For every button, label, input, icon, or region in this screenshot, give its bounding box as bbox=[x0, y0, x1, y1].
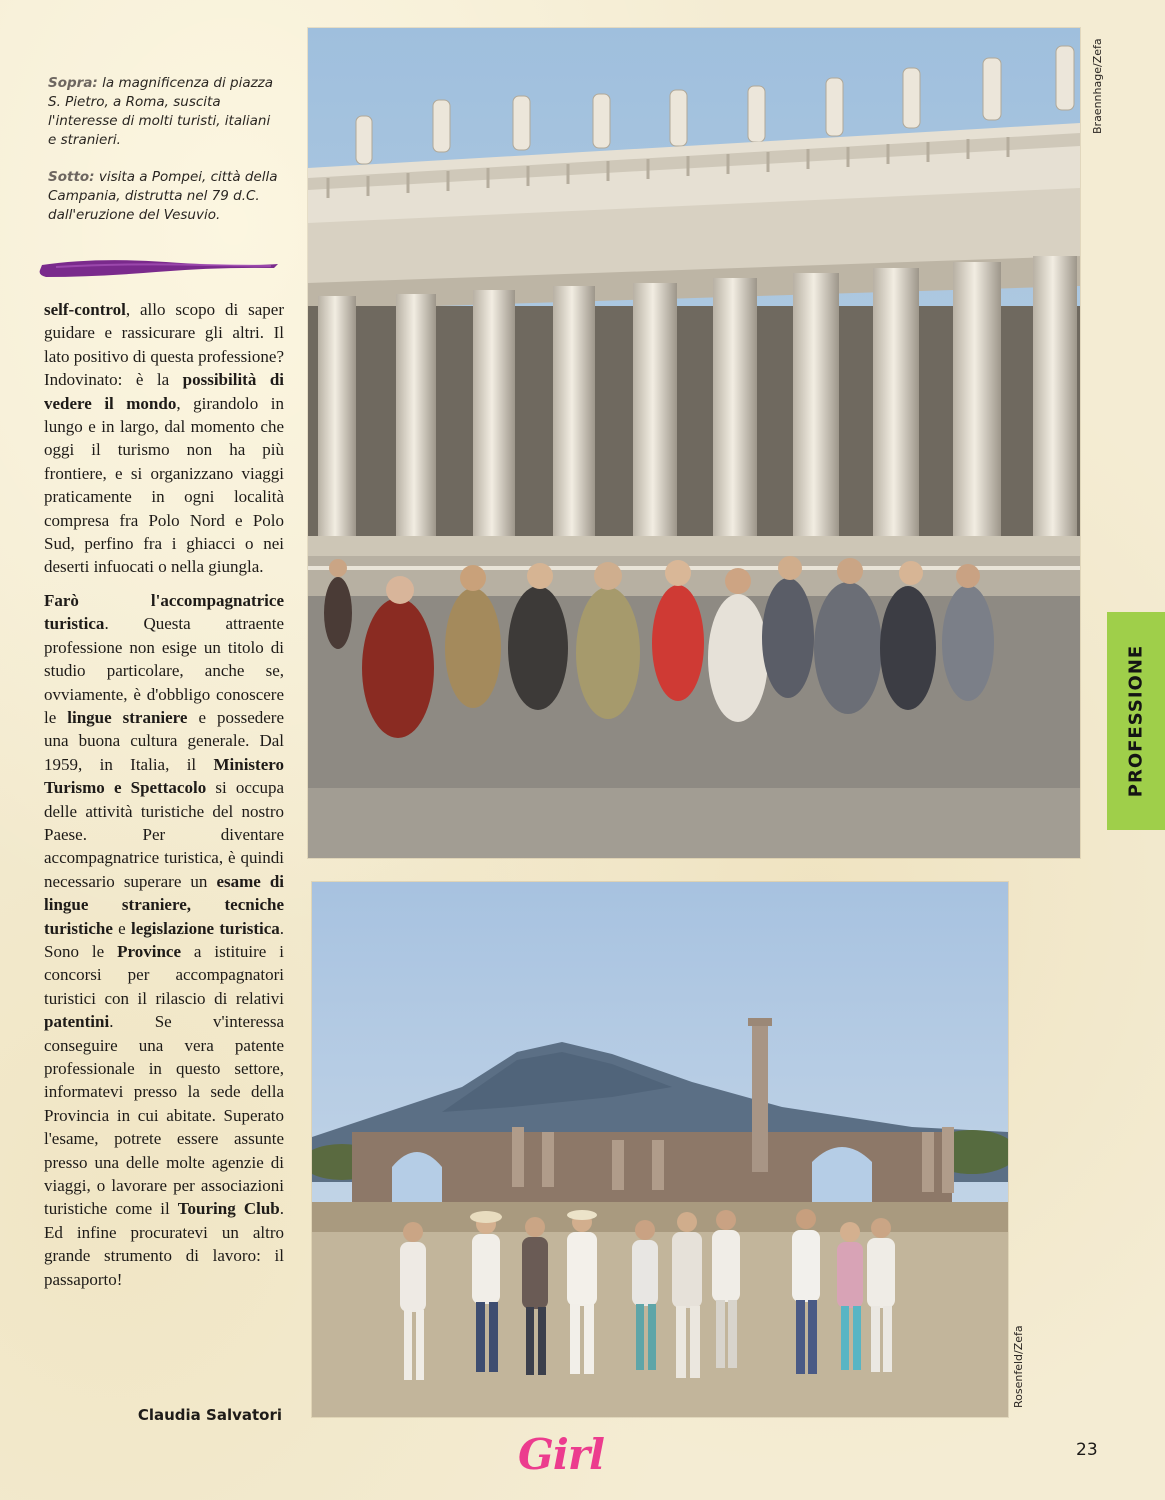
article-highlight: self-control bbox=[44, 300, 126, 319]
article-text: . Questa attraente professione non esige un titolo di studio particolare, anche se, ovviamente, è d'obbligo conoscere le bbox=[44, 614, 284, 727]
article-text: , allo scopo di saper guidare e rassicurare gli altri. Il lato positivo di questa professione? Indovinato: è la bbox=[44, 300, 284, 390]
article-text: , girandolo in lungo e in largo, dal momento che oggi il turismo non ha più frontiere, e si organizzano viaggi praticamente in ogni località compresa fra Polo Nord e Polo Sud, perfino fra i ghiacci o nei deserti infuocati o nella giungla. bbox=[44, 393, 284, 577]
section-tab-label: PROFESSIONE bbox=[1125, 644, 1147, 798]
article-text: a istituire i concorsi per accompagnatori turistici con il rilascio di relativi bbox=[44, 941, 284, 1008]
magazine-logo: Girl bbox=[518, 1430, 604, 1479]
caption-bottom-label: Sotto: bbox=[48, 169, 95, 185]
article-highlight: Farò l'accompagnatrice turistica bbox=[44, 590, 284, 634]
article-highlight: esame di lingue straniere, tecniche turistiche bbox=[44, 871, 285, 938]
article-text: . Ed infine procuratevi un altro grande strumento di lavoro: il passaporto! bbox=[44, 1199, 284, 1289]
article-paragraph-2 bbox=[44, 589, 284, 1291]
photo-st-peters-square bbox=[308, 28, 1080, 858]
author-signature: Claudia Salvatori bbox=[137, 1406, 282, 1424]
section-tab-professione bbox=[1107, 612, 1165, 830]
article-highlight: possibilità di vedere il mondo bbox=[44, 370, 284, 413]
article-highlight: Touring Club bbox=[177, 1199, 280, 1219]
photo-pompeii bbox=[312, 882, 1008, 1417]
article-body bbox=[44, 298, 284, 1301]
article-text: e bbox=[112, 918, 131, 938]
article-highlight: Ministero Turismo e Spettacolo bbox=[44, 754, 284, 798]
article-text: e possedere una buona cultura generale. Dal 1959, in Italia, il bbox=[44, 707, 284, 774]
page-number: 23 bbox=[1076, 1440, 1098, 1460]
brush-stroke-divider bbox=[36, 255, 281, 281]
st-peters-illustration bbox=[308, 28, 1080, 858]
article-highlight: lingue straniere bbox=[67, 707, 188, 727]
photo-captions bbox=[48, 74, 278, 243]
article-highlight: patentini bbox=[44, 1012, 110, 1032]
article-highlight: Province bbox=[117, 941, 181, 961]
caption-top-text: la magnificenza di piazza S. Pietro, a Roma, suscita l'interesse di molti turisti, italiani e stranieri. bbox=[48, 75, 274, 148]
article-text: . Se v'interessa conseguire una vera patente professionale in questo settore, informatevi presso la sede della Provincia in cui abitate. Superato l'esame, potrete essere assunte presso una delle molte agenzie di viaggi, o lavorare per associazioni turistiche come il bbox=[44, 1012, 284, 1219]
caption-bottom bbox=[48, 168, 278, 225]
article-paragraph-1 bbox=[44, 298, 284, 579]
article-highlight: legislazione turistica bbox=[130, 918, 280, 938]
article-text: si occupa delle attività turistiche del nostro Paese. Per diventare accompagnatrice turistica, è quindi necessario superare un bbox=[44, 778, 284, 891]
pompeii-illustration bbox=[312, 882, 1008, 1417]
caption-top-label: Sopra: bbox=[48, 75, 98, 91]
caption-bottom-text: visita a Pompei, città della Campania, distrutta nel 79 d.C. dall'eruzione del Vesuvio. bbox=[48, 169, 278, 223]
photo-credit-top: Braennhage/Zefa bbox=[1091, 38, 1104, 134]
photo-credit-bottom: Rosenfeld/Zefa bbox=[1012, 1325, 1025, 1408]
caption-top bbox=[48, 74, 278, 150]
article-text: . Sono le bbox=[44, 918, 285, 961]
